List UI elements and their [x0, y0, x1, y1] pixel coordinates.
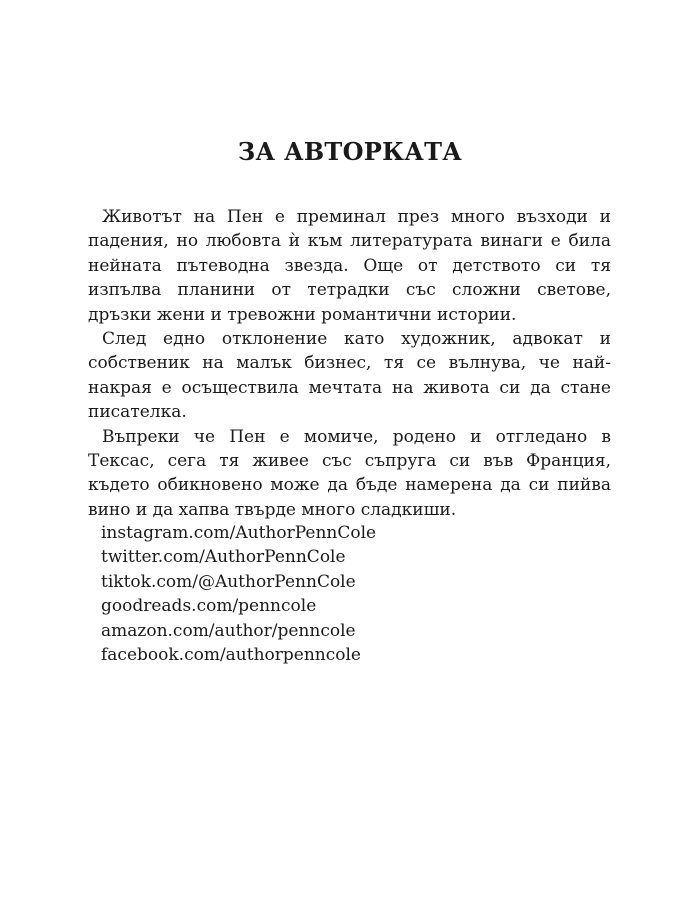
link-facebook[interactable]: facebook.com/authorpenncole	[101, 645, 361, 666]
bio-paragraph-1: Животът на Пен е преминал през много възходи и падения, но любовта ѝ към литературата винаги е била нейната пътеводна звезда. Още от детството си тя изпълва планини от тетрадки със сложни светове, дръзки жени и тревожни романтични истории.	[88, 207, 611, 325]
link-goodreads[interactable]: goodreads.com/penncole	[101, 596, 317, 617]
social-links	[101, 521, 521, 667]
link-twitter[interactable]: twitter.com/AuthorPennCole	[101, 547, 346, 568]
link-amazon[interactable]: amazon.com/author/penncole	[101, 620, 356, 641]
author-bio	[88, 205, 611, 522]
link-tiktok[interactable]: tiktok.com/@AuthorPennCole	[101, 571, 356, 592]
link-instagram[interactable]: instagram.com/AuthorPennCole	[101, 523, 377, 543]
page-title: ЗА АВТОРКАТА	[237, 137, 463, 166]
bio-paragraph-3: Въпреки че Пен е момиче, родено и отгледано в Тексас, сега тя живее със съпруга си във Франция, където обикновено може да бъде намерена да си пийва вино и да хапва твърде много сладкиши.	[88, 426, 611, 520]
bio-paragraph-2: След едно отклонение като художник, адвокат и собственик на малък бизнес, тя се вълнува, че най-накрая е осъществила мечтата на живота си да стане писателка.	[88, 329, 611, 423]
